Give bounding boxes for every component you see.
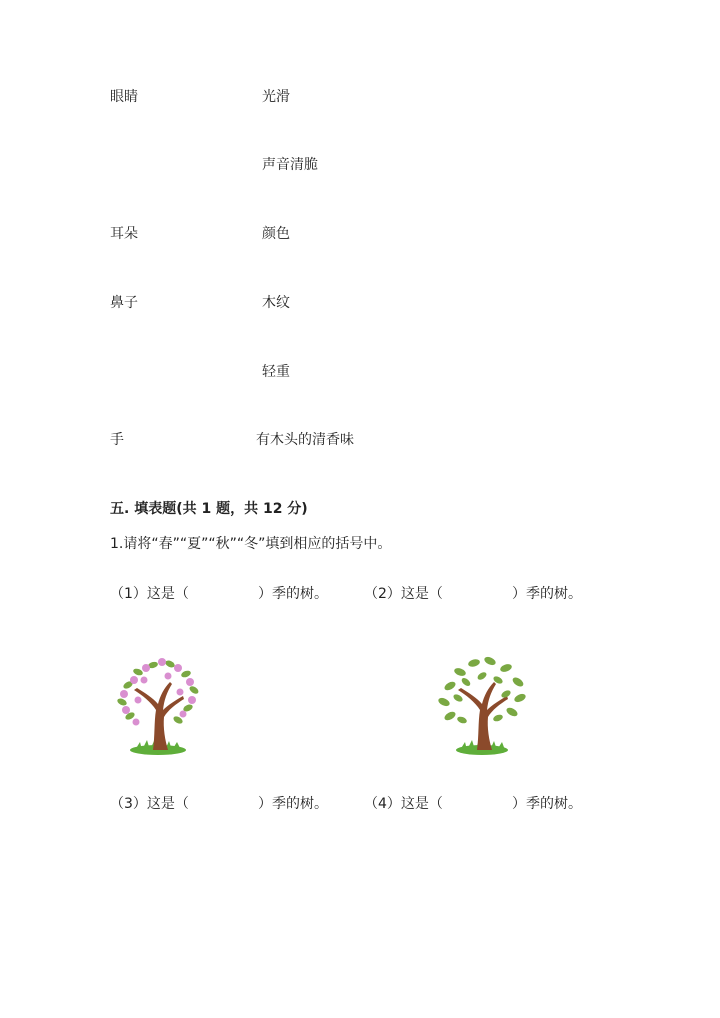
spring-tree-image	[108, 650, 204, 760]
item-4-suffix: ）季的树。	[512, 796, 582, 812]
item-4-prefix: （4）这是（	[364, 796, 443, 812]
item-1-prefix: （1）这是（	[110, 586, 189, 602]
match-right-wood-scent: 有木头的清香味	[256, 432, 354, 448]
item-2-suffix: ）季的树。	[512, 586, 582, 602]
match-left-hand: 手	[110, 432, 124, 448]
match-right-color: 颜色	[262, 226, 290, 242]
section-title: 五. 填表题(共 1 题，共 12 分)	[110, 501, 308, 517]
match-right-wood-grain: 木纹	[262, 295, 290, 311]
match-right-crisp-sound: 声音清脆	[262, 157, 318, 173]
question-text: 1.请将“春”“夏”“秋”“冬”填到相应的括号中。	[110, 536, 392, 552]
match-left-ears: 耳朵	[110, 226, 138, 242]
match-right-weight: 轻重	[262, 364, 290, 380]
match-right-smooth: 光滑	[262, 89, 290, 105]
item-3-suffix: ）季的树。	[258, 796, 328, 812]
item-2-prefix: （2）这是（	[364, 586, 443, 602]
trunk	[134, 682, 184, 750]
item-1-suffix: ）季的树。	[258, 586, 328, 602]
item-3-prefix: （3）这是（	[110, 796, 189, 812]
summer-tree-image	[432, 650, 528, 760]
match-left-nose: 鼻子	[110, 295, 138, 311]
match-left-eyes: 眼睛	[110, 89, 138, 105]
